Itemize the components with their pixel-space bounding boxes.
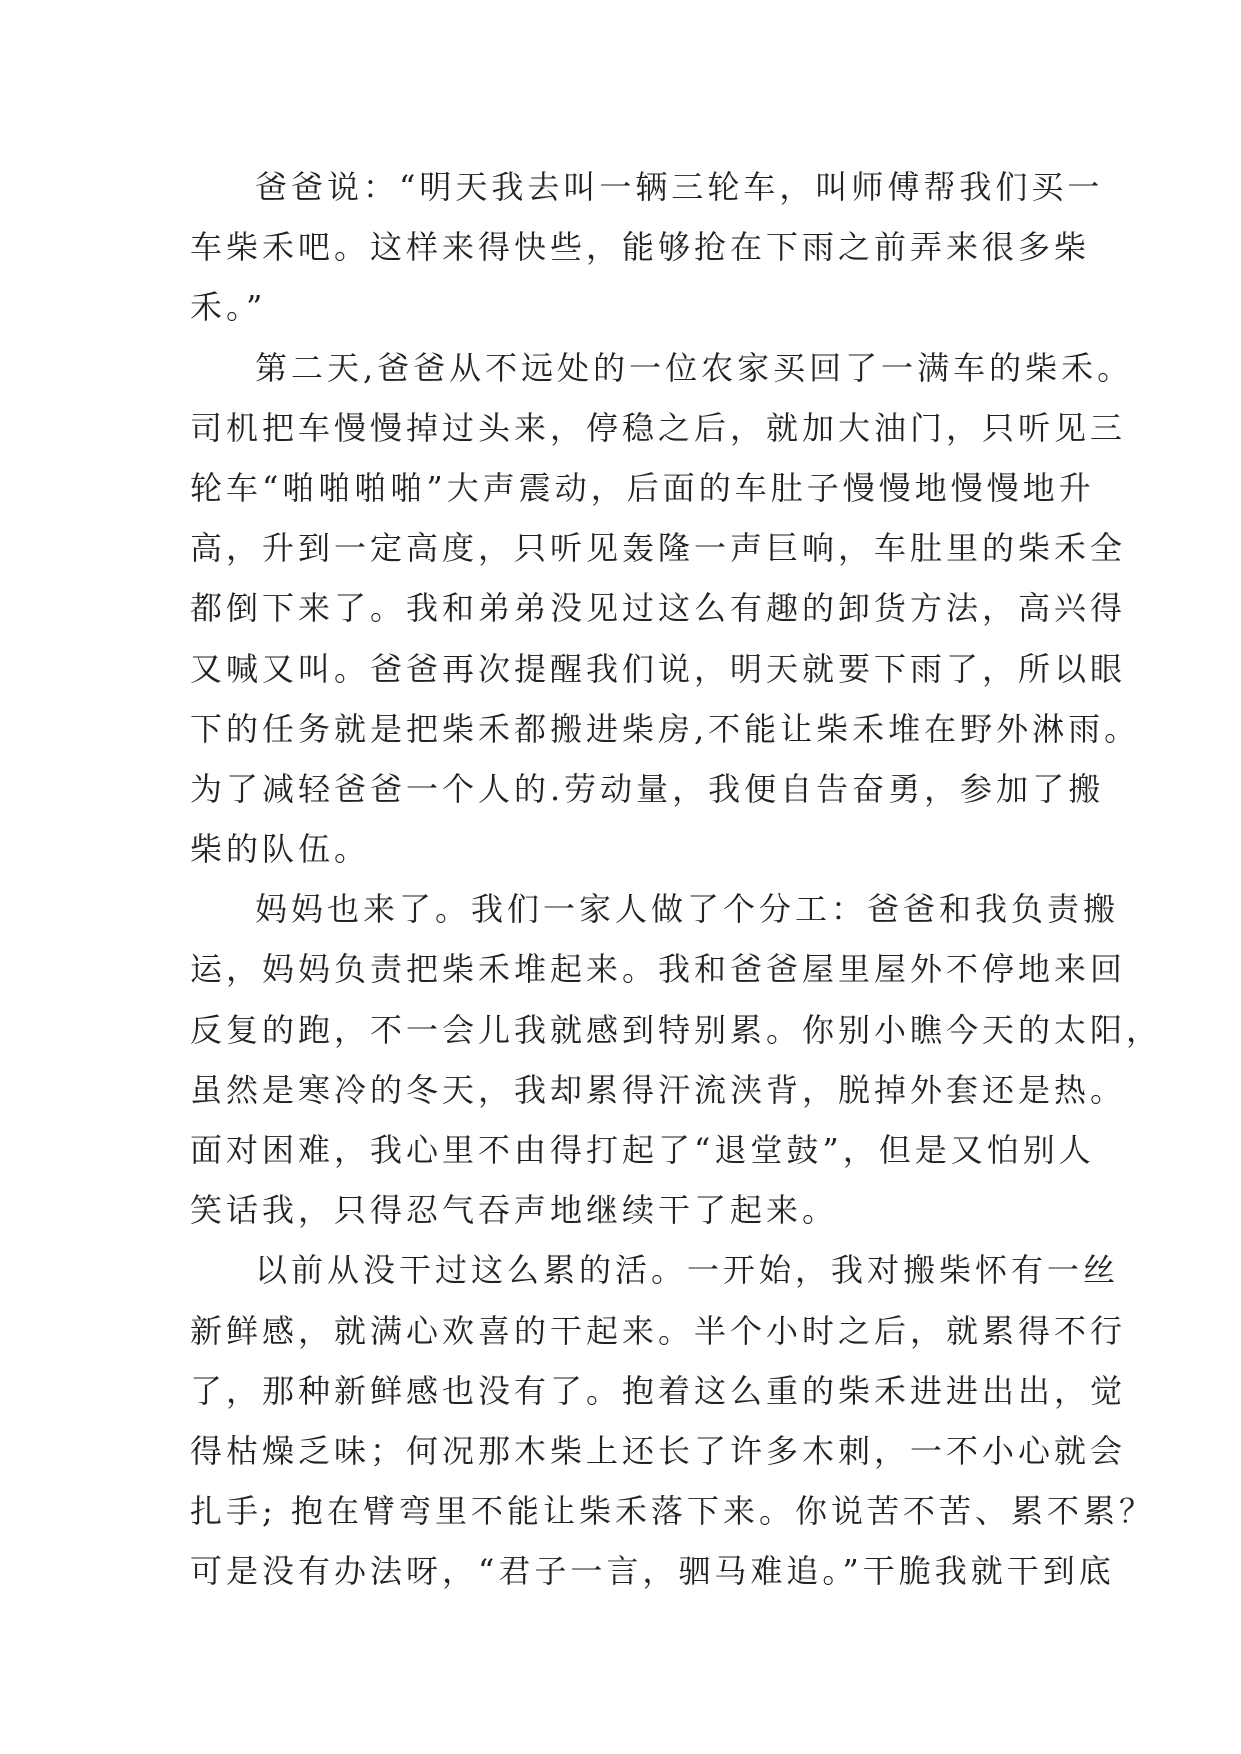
- text-line: 为了减轻爸爸一个人的.劳动量，我便自告奋勇，参加了搬: [190, 769, 1105, 808]
- text-line: 可是没有办法呀，“君子一言，驷马难追。”干脆我就干到底: [190, 1552, 1115, 1591]
- text-line: 车柴禾吧。这样来得快些，能够抢在下雨之前弄来很多柴: [190, 228, 1091, 267]
- text-line: 扎手; 抱在臂弯里不能让柴禾落下来。你说苦不苦、累不累？: [190, 1492, 1155, 1531]
- text-line: 新鲜感，就满心欢喜的干起来。半个小时之后，就累得不行: [190, 1311, 1127, 1350]
- text-line: 笑话我，只得忍气吞声地继续干了起来。: [190, 1191, 839, 1230]
- text-line: 虽然是寒冷的冬天，我却累得汗流浃背，脱掉外套还是热。: [190, 1070, 1127, 1109]
- text-line: 反复的跑，不一会儿我就感到特别累。你别小瞧今天的太阳，: [190, 1010, 1163, 1049]
- text-line: 妈妈也来了。我们一家人做了个分工：爸爸和我负责搬: [255, 890, 1120, 929]
- text-line: 又喊又叫。爸爸再次提醒我们说，明天就要下雨了，所以眼: [190, 649, 1127, 688]
- text-line: 轮车“啪啪啪啪”大声震动，后面的车肚子慢慢地慢慢地升: [190, 468, 1095, 507]
- text-line: 运，妈妈负责把柴禾堆起来。我和爸爸屋里屋外不停地来回: [190, 950, 1127, 989]
- text-line: 第二天,爸爸从不远处的一位农家买回了一满车的柴禾。: [255, 348, 1134, 387]
- body-text: [190, 157, 1163, 1602]
- text-line: 柴的队伍。: [190, 830, 371, 869]
- text-line: 禾。”: [190, 288, 267, 327]
- paragraph-3: [190, 879, 1163, 1240]
- text-line: 高，升到一定高度，只听见轰隆一声巨响，车肚里的柴禾全: [190, 529, 1127, 568]
- text-line: 爸爸说：“明天我去叫一辆三轮车，叫师傅帮我们买一: [255, 168, 1104, 206]
- text-line: 以前从没干过这么累的活。一开始，我对搬柴怀有一丝: [255, 1251, 1120, 1290]
- text-line: 面对困难，我心里不由得打起了“退堂鼓”，但是又怕别人: [190, 1131, 1095, 1169]
- text-line: 都倒下来了。我和弟弟没见过这么有趣的卸货方法，高兴得: [190, 589, 1127, 628]
- paragraph-2: [190, 338, 1141, 880]
- text-line: 司机把车慢慢掉过头来，停稳之后，就加大油门，只听见三: [190, 408, 1127, 447]
- text-line: 下的任务就是把柴禾都搬进柴房,不能让柴禾堆在野外淋雨。: [190, 709, 1141, 748]
- text-line: 了，那种新鲜感也没有了。抱着这么重的柴禾进进出出，觉: [190, 1371, 1127, 1410]
- paragraph-4: [190, 1240, 1155, 1601]
- text-line: 得枯燥乏味；何况那木柴上还长了许多木刺，一不小心就会: [190, 1431, 1127, 1470]
- paragraph-1: [190, 157, 1104, 338]
